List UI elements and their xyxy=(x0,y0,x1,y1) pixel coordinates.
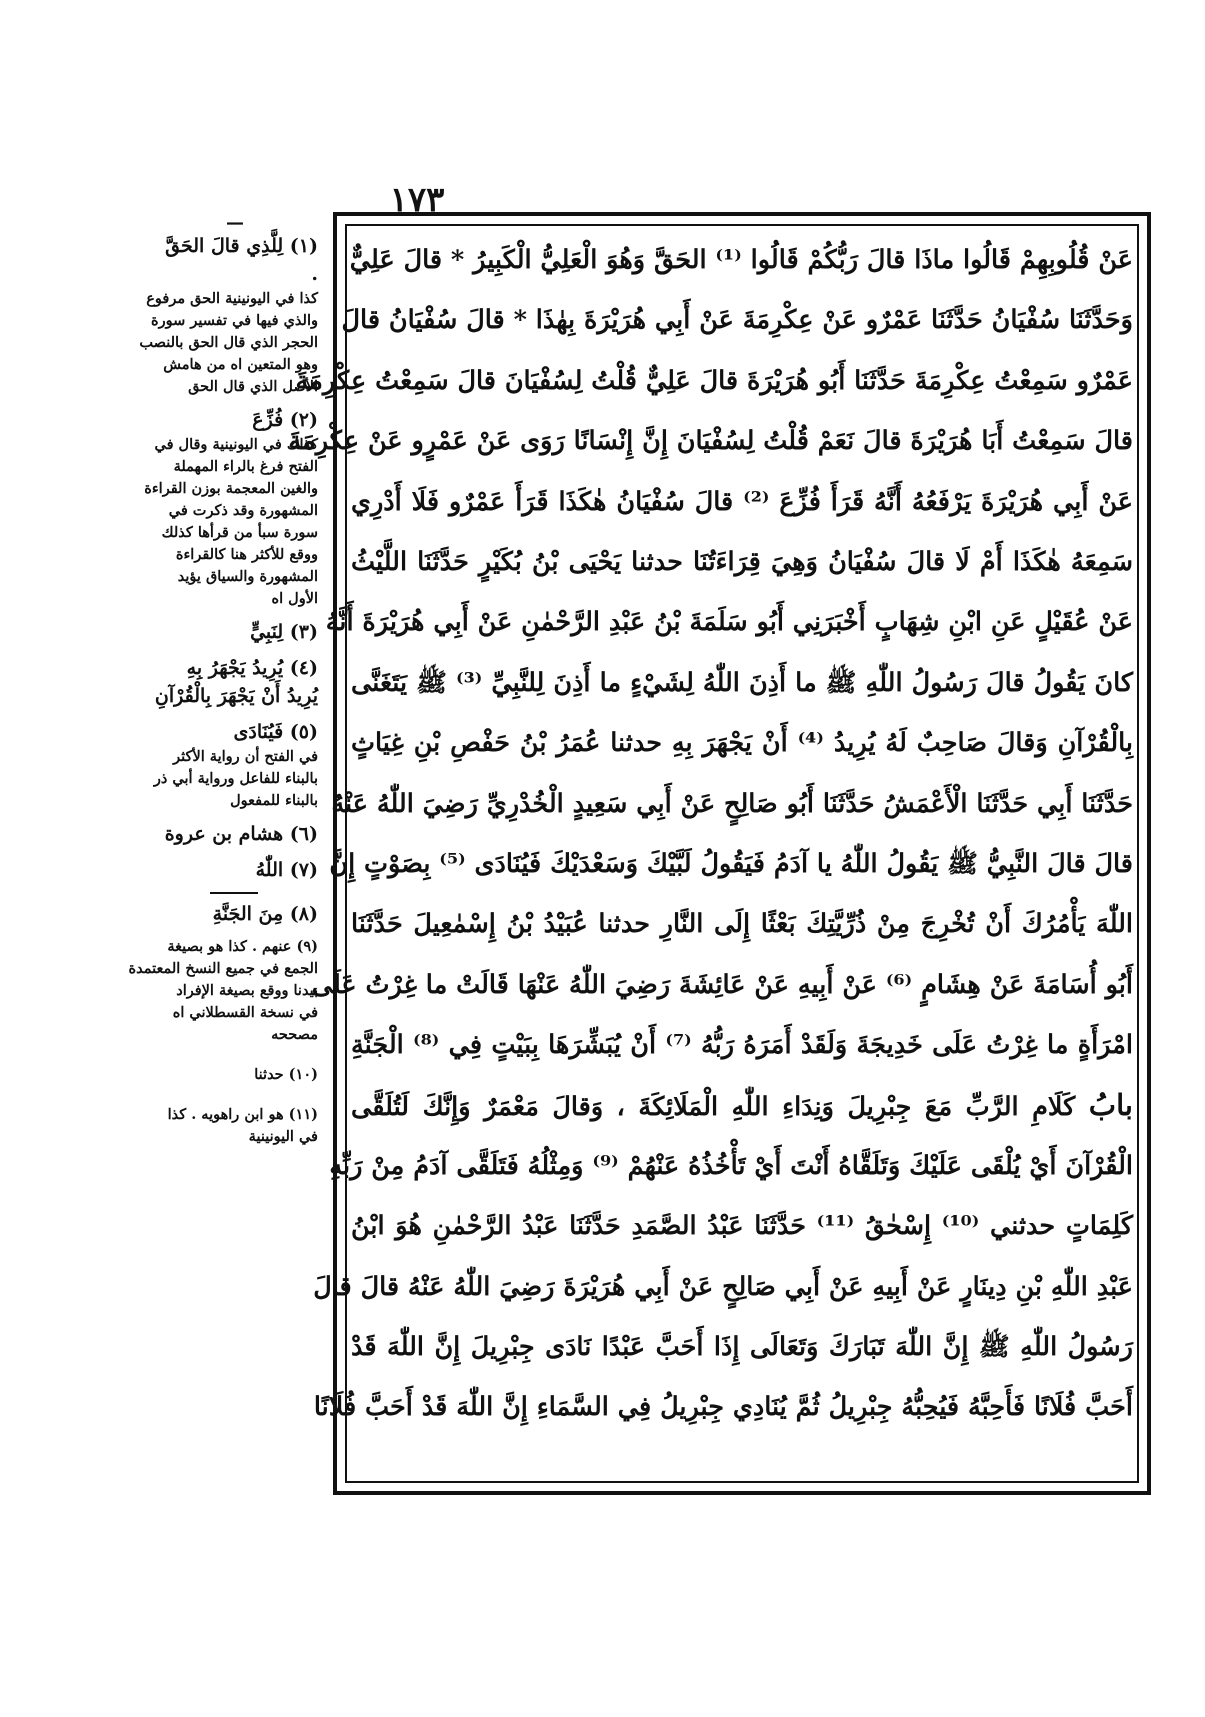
main-text-line: قالَ سَمِعْتُ أَبَا هُرَيْرَةَ قالَ نَعَمْ قُلْتُ لِسُفْيَانَ إِنَّ إِنْسَانًا رَوَى عَنْ عَمْرٍو عَنْ عِكْرِمَةَ xyxy=(288,426,1133,457)
margin-note-head: (٥) فَيُنَادَى xyxy=(233,721,318,743)
margin-note-line: الجمع في جميع النسخ المعتمدة xyxy=(128,960,318,977)
note-marker: ━━ xyxy=(227,217,243,232)
margin-note-line: والغين المعجمة بوزن القراءة xyxy=(144,480,318,497)
main-text-line: قالَ قالَ النَّبِيُّ ﷺ يَقُولُ اللّٰهُ يا آدَمُ فَيَقُولُ لَبَّيْكَ وَسَعْدَيْكَ فَيُنَادَى ⁽⁵⁾ بِصَوْتٍ إِنَّ xyxy=(329,848,1133,879)
main-text-line: الْقُرْآنَ أَيْ يُلْقَى عَلَيْكَ وَتَلَقَّاهُ أَنْتَ أَيْ تَأْخُذُهُ عَنْهُمْ ⁽⁹⁾ وَمِثْلُهُ فَتَلَقَّى آدَمُ مِنْ رَبِّهِ xyxy=(329,1150,1133,1181)
margin-note-4 xyxy=(152,654,318,710)
main-text-line: عَمْرٌو سَمِعْتُ عِكْرِمَةَ حَدَّثَنَا أَبُو هُرَيْرَةَ قالَ عَلِيٌّ قُلْتُ لِسُفْيَانَ قالَ سَمِعْتُ عِكْرِمَةَ xyxy=(295,365,1133,396)
margin-note-line: كذلك في اليونينية وقال في xyxy=(154,436,318,453)
margin-note-3 xyxy=(152,618,318,646)
margin-note-line: الفتح فرغ بالراء المهملة xyxy=(173,458,318,475)
main-text-line: رَسُولُ اللّٰهِ ﷺ إِنَّ اللّٰهَ تَبَارَكَ وَتَعَالَى إِذَا أَحَبَّ عَبْدًا نَادَى جِبْرِيلَ إِنَّ اللّٰهَ قَدْ xyxy=(351,1332,1133,1363)
main-text-line: امْرَأَةٍ ما غِرْتُ عَلَى خَدِيجَةَ وَلَقَدْ أَمَرَهُ رَبُّهُ ⁽⁷⁾ أَنْ يُبَشِّرَهَا بِبَيْتٍ فِي ⁽⁸⁾ الْجَنَّةِ xyxy=(351,1030,1133,1061)
margin-note-line: في نسخة القسطلاني اه xyxy=(172,1004,318,1021)
margin-note-line: بيدنا ووقع بصيغة الإفراد xyxy=(176,982,318,999)
margin-note-6 xyxy=(152,820,318,848)
main-text-line: أَبُو أُسَامَةَ عَنْ هِشَامٍ ⁽⁶⁾ عَنْ أَبِيهِ عَنْ عَائِشَةَ رَضِيَ اللّٰهُ عَنْهَا قَالَتْ ما غِرْتُ عَلَى xyxy=(311,969,1133,1000)
page-number: ١٧٣ xyxy=(389,180,445,220)
main-text-line: أَحَبَّ فُلَانًا فَأَحِبَّهُ فَيُحِبُّهُ جِبْرِيلُ ثُمَّ يُنَادِي جِبْرِيلُ فِي السَّمَاءِ إِنَّ اللّٰهَ قَدْ أَحَبَّ فُلَانًا xyxy=(313,1392,1133,1423)
margin-note-7 xyxy=(152,856,318,884)
margin-note-9 xyxy=(128,936,318,1046)
main-text-line: وَحَدَّثَنَا سُفْيَانُ حَدَّثَنَا عَمْرٌو عَنْ عِكْرِمَةَ عَنْ أَبِي هُرَيْرَةَ بِهٰذَا * قالَ سُفْيَانُ قالَ xyxy=(341,305,1133,336)
margin-note-line: سورة سبأ من قرأها كذلك xyxy=(161,524,318,541)
margin-note-head: (٨) مِنَ الجَنَّةِ xyxy=(212,903,318,925)
main-text-line: كَلِمَاتٍ حدثني ⁽¹⁰⁾ إِسْحٰقُ ⁽¹¹⁾ حَدَّثَنَا عَبْدُ الصَّمَدِ حَدَّثَنَا عَبْدُ الرَّحْمٰنِ هُوَ ابْنُ xyxy=(351,1211,1133,1242)
margin-divider xyxy=(210,892,258,894)
margin-note-line: في الفتح أن رواية الأكثر xyxy=(173,748,318,765)
margin-note-11 xyxy=(152,1104,318,1148)
margin-note-line: بالبناء للمفعول xyxy=(230,792,318,809)
chapter-heading-line: بابُ كَلَامِ الرَّبِّ مَعَ جِبْرِيلَ وَنِدَاءِ اللّٰهِ الْمَلَائِكَةَ ، وَقالَ مَعْمَرٌ وَإِنَّكَ لَتُلَقَّى xyxy=(351,1088,1133,1123)
margin-note-head: (٣) لِنَبِيٍّ xyxy=(250,621,318,643)
margin-note-1 xyxy=(139,217,318,398)
margin-note-5 xyxy=(152,718,318,812)
margin-note-line: مصححه xyxy=(271,1026,318,1043)
margin-note-line: (١١) هو ابن راهويه . كذا xyxy=(167,1106,318,1123)
main-text-line: بِالْقُرْآنِ وَقالَ صَاحِبٌ لَهُ يُرِيدُ ⁽⁴⁾ أَنْ يَجْهَرَ بِهِ حدثنا عُمَرُ بْنُ حَفْصِ بْنِ غِيَاثٍ xyxy=(351,728,1133,759)
margin-note-head: (٤) يُرِيدُ يَجْهَرُ بِهِ xyxy=(186,657,318,679)
margin-note-line: يُرِيدُ أَنْ يَجْهَرَ بِالْقُرْآنِ xyxy=(154,685,318,707)
margin-note-head: (٢) فُزِّعَ xyxy=(252,409,318,431)
main-text-line: عَنْ قُلُوبِهِمْ قَالُوا ماذَا قالَ رَبُّكُمْ قَالُوا ⁽¹⁾ الحَقَّ وَهُوَ الْعَلِيُّ الْكَبِيرُ * قالَ عَلِيٌّ xyxy=(349,245,1133,275)
main-text-line: اللّٰهَ يَأْمُرُكَ أَنْ تُخْرِجَ مِنْ ذُرِّيَّتِكَ بَعْثًا إِلَى النَّارِ حدثنا عُبَيْدُ بْنُ إِسْمٰعِيلَ حَدَّثَنَا xyxy=(351,909,1133,940)
margin-note-line: المشهورة والسياق يؤيد xyxy=(177,568,318,585)
margin-note-line: المشهورة وقد ذكرت في xyxy=(168,502,318,519)
margin-note-10 xyxy=(152,1064,318,1086)
main-text-line: سَمِعَهُ هٰكَذَا أَمْ لَا قالَ سُفْيَانُ وَهِيَ قِرَاءَتُنَا حدثنا يَحْيَى بْنُ بُكَيْرٍ حَدَّثَنَا اللَّيْثُ xyxy=(351,546,1133,577)
margin-note-line: (١٠) حدثنا xyxy=(254,1066,318,1083)
margin-note-line: (٩) عنهم . كذا هو بصيغة xyxy=(167,938,318,955)
margin-note-head: (١) لِلَّذِي قالَ الحَقَّ . xyxy=(165,235,318,285)
margin-notes xyxy=(128,217,318,1156)
main-text-line: عَنْ عُقَيْلٍ عَنِ ابْنِ شِهَابٍ أَخْبَرَنِي أَبُو سَلَمَةَ بْنُ عَبْدِ الرَّحْمٰنِ عَنْ أَبِي هُرَيْرَةَ أَنَّهُ xyxy=(325,607,1133,638)
main-text-line: عَبْدِ اللّٰهِ بْنِ دِينَارٍ عَنْ أَبِيهِ عَنْ أَبِي صَالِحٍ عَنْ أَبِي هُرَيْرَةَ رَضِيَ اللّٰهُ عَنْهُ قالَ قالَ xyxy=(313,1271,1133,1302)
margin-note-8 xyxy=(152,900,318,928)
margin-note-line: الأول اه xyxy=(271,590,318,607)
margin-note-line: والذي فيها في تفسير سورة xyxy=(151,312,318,329)
margin-note-line: وهو المتعين اه من هامش xyxy=(163,356,318,373)
chapter-heading-word: بابُ xyxy=(1088,1088,1133,1123)
main-text-line: كانَ يَقُولُ قالَ رَسُولُ اللّٰهِ ﷺ ما أَذِنَ اللّٰهُ لِشَيْءٍ ما أَذِنَ لِلنَّبِيِّ ⁽³⁾ ﷺ يَتَغَنَّى xyxy=(351,667,1133,698)
margin-note-line: في اليونينية xyxy=(248,1128,318,1145)
margin-note-line: بالبناء للفاعل ورواية أبي ذر xyxy=(153,770,318,787)
margin-note-line: ووقع للأكثر هنا كالقراءة xyxy=(175,546,318,563)
main-text-line: عَنْ أَبِي هُرَيْرَةَ يَرْفَعُهُ أَنَّهُ قَرَأَ فُزِّعَ ⁽²⁾ قالَ سُفْيَانُ هٰكَذَا قَرَأَ عَمْرٌو فَلَا أَدْرِي xyxy=(351,486,1133,517)
margin-note-line: كذا في اليونينية الحق مرفوع xyxy=(146,290,318,307)
margin-note-2 xyxy=(144,406,318,610)
main-text-line: حَدَّثَنَا أَبِي حَدَّثَنَا الْأَعْمَشُ حَدَّثَنَا أَبُو صَالِحٍ عَنْ أَبِي سَعِيدٍ الْخُدْرِيِّ رَضِيَ اللّٰهُ عَنْهُ xyxy=(331,788,1133,819)
margin-note-line: الحجر الذي قال الحق بالنصب xyxy=(139,334,318,351)
margin-note-head: (٧) اللّٰهُ xyxy=(255,859,318,881)
margin-note-line: الأصل الذي قال الحق xyxy=(188,378,318,395)
margin-note-head: (٦) هشام بن عروة xyxy=(164,823,318,845)
